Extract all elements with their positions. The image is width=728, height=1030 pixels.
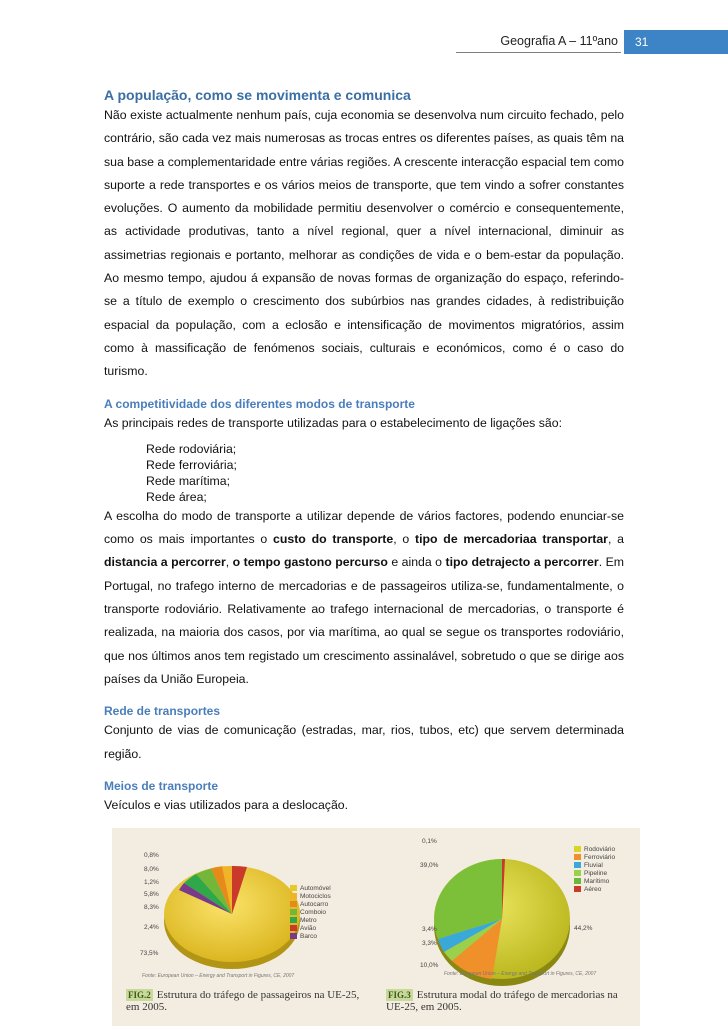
figure-passenger-traffic (112, 828, 374, 1026)
section-heading-populacao: A população, como se movimenta e comunica (104, 87, 411, 103)
bold-term: tipo de mercadoriaa transportar (415, 532, 608, 547)
figure-tag: FIG.3 (388, 990, 411, 1000)
section-heading-rede-transportes: Rede de transportes (104, 704, 221, 719)
legend-item: Automóvel (290, 885, 331, 893)
list-item: Rede marítima; (146, 473, 231, 488)
transport-network-list (104, 441, 624, 505)
legend-item: Barco (290, 933, 331, 941)
section-heading-competitividade: A competitividade dos diferentes modos de transporte (104, 396, 415, 411)
legend-item: Autocarro (290, 901, 331, 909)
pie-label: 44,2% (574, 925, 593, 932)
bold-term: custo do transporte (273, 532, 394, 547)
legend-item: Pipeline (574, 870, 615, 878)
pie-label: 8,0% (144, 866, 159, 873)
figure-tag: FIG.2 (128, 990, 151, 1000)
figure-freight-traffic (374, 828, 640, 1026)
pie-label: 1,2% (144, 879, 159, 886)
header-rule (456, 52, 621, 53)
list-item: Rede ferroviária; (146, 457, 237, 472)
pie-label: 5,8% (144, 891, 159, 898)
pie-label: 73,5% (140, 950, 159, 957)
paragraph-intro-redes: As principais redes de transporte utilizadas para o estabelecimento de ligações são: (104, 415, 562, 430)
pie-label: 3,4% (422, 926, 437, 933)
bold-term: distancia a percorrer (104, 555, 226, 570)
legend-item: Ferroviário (574, 854, 615, 862)
pie-label: 0,1% (422, 838, 437, 845)
chart-legend (290, 885, 331, 941)
figure-source: Fonte: European Union – Energy and Transport in Figures, CE, 2007 (142, 973, 295, 979)
paragraph-escolha-transporte: A escolha do modo de transporte a utilizar depende de vários factores, podendo enunciar-se como os mais importantes o custo do transporte, o tipo de mercadoriaa transportar, a distancia a percorrer, o tempo gastono percurso e ainda o tipo detrajecto a percorrer. Em Portugal, no trafego interno de mercadorias e de passageiros utiliza-se, fundamentalmente, o transporte rodoviário. Relativamente ao trafego internacional de mercadorias, o transporte é realizada, na maioria dos casos, por via marítima, ao qual se segue os transportes rodoviário, que nos últimos anos tem registado um crescimento assinalável, sobretudo o que se dirige aos países da União Europeia. (104, 508, 625, 686)
page-number: 31 (624, 30, 728, 54)
figure-source: Fonte: European Union – Energy and Transport in Figures, CE, 2007 (444, 971, 597, 977)
page-header (0, 30, 728, 54)
legend-item: Marítimo (574, 878, 615, 886)
list-item: Rede área; (146, 489, 207, 504)
pie-label: 8,3% (144, 904, 159, 911)
section-heading-meios-transporte: Meios de transporte (104, 778, 219, 793)
legend-item: Comboio (290, 909, 331, 917)
paragraph-meios-transporte: Veículos e vias utilizados para a deslocação. (104, 797, 349, 812)
legend-item: Motociclos (290, 893, 331, 901)
figure-pie-charts (112, 828, 640, 1026)
legend-item: Metro (290, 917, 331, 925)
pie-label: 0,8% (144, 852, 159, 859)
pie-label: 2,4% (144, 924, 159, 931)
legend-item: Fluvial (574, 862, 615, 870)
bold-term: o tempo gastono percurso (232, 555, 388, 570)
page-content (104, 87, 624, 817)
legend-item: Aéreo (574, 886, 615, 894)
chart-legend (574, 846, 615, 894)
pie-label: 39,0% (420, 862, 439, 869)
pie-label: 10,0% (420, 962, 439, 969)
bold-term: tipo detrajecto a percorrer (445, 555, 599, 570)
legend-item: Rodoviário (574, 846, 615, 854)
paragraph-populacao: Não existe actualmente nenhum país, cuja economia se desenvolva num circuito fechado, pelo contrário, são cada vez mais numerosas as trocas entres os diferentes países, as quais têm na sua base a complementaridade entre várias regiões. A crescente interacção espacial tem como suporte a rede transportes e os vários meios de transporte, que tem vindo a sofrer constantes evoluções. O aumento da mobilidade permitiu desenvolver o comércio e consequentemente, as actividade produtivas, tanto a nível regional, quer a nível internacional, diminuir as assimetrias regionais e portanto, melhorar as condições de vida e o bem-estar da população. Ao mesmo tempo, ajudou á expansão de novas formas de organização do espaço, referindo-se a título de exemplo o crescimento dos subúrbios nas grandes cidades, à redistribuição espacial da população, com a eclosão e intensificação de movimentos migratórios, assim como à massificação de fenómenos sociais, culturais e económicos, como é o caso do turismo. (104, 108, 624, 379)
pie-label: 3,3% (422, 940, 437, 947)
header-title: Geografia A – 11ºano (500, 34, 618, 48)
figure-caption: FIG.3 Estrutura modal do tráfego de mercadorias na UE-25, em 2005. (386, 989, 618, 1013)
legend-item: Avião (290, 925, 331, 933)
paragraph-rede-transportes: Conjunto de vias de comunicação (estradas, mar, rios, tubos, etc) que servem determinada região. (104, 723, 624, 761)
list-item: Rede rodoviária; (146, 441, 237, 456)
figure-caption: FIG.2 Estrutura do tráfego de passageiros na UE-25, em 2005. (126, 989, 360, 1013)
